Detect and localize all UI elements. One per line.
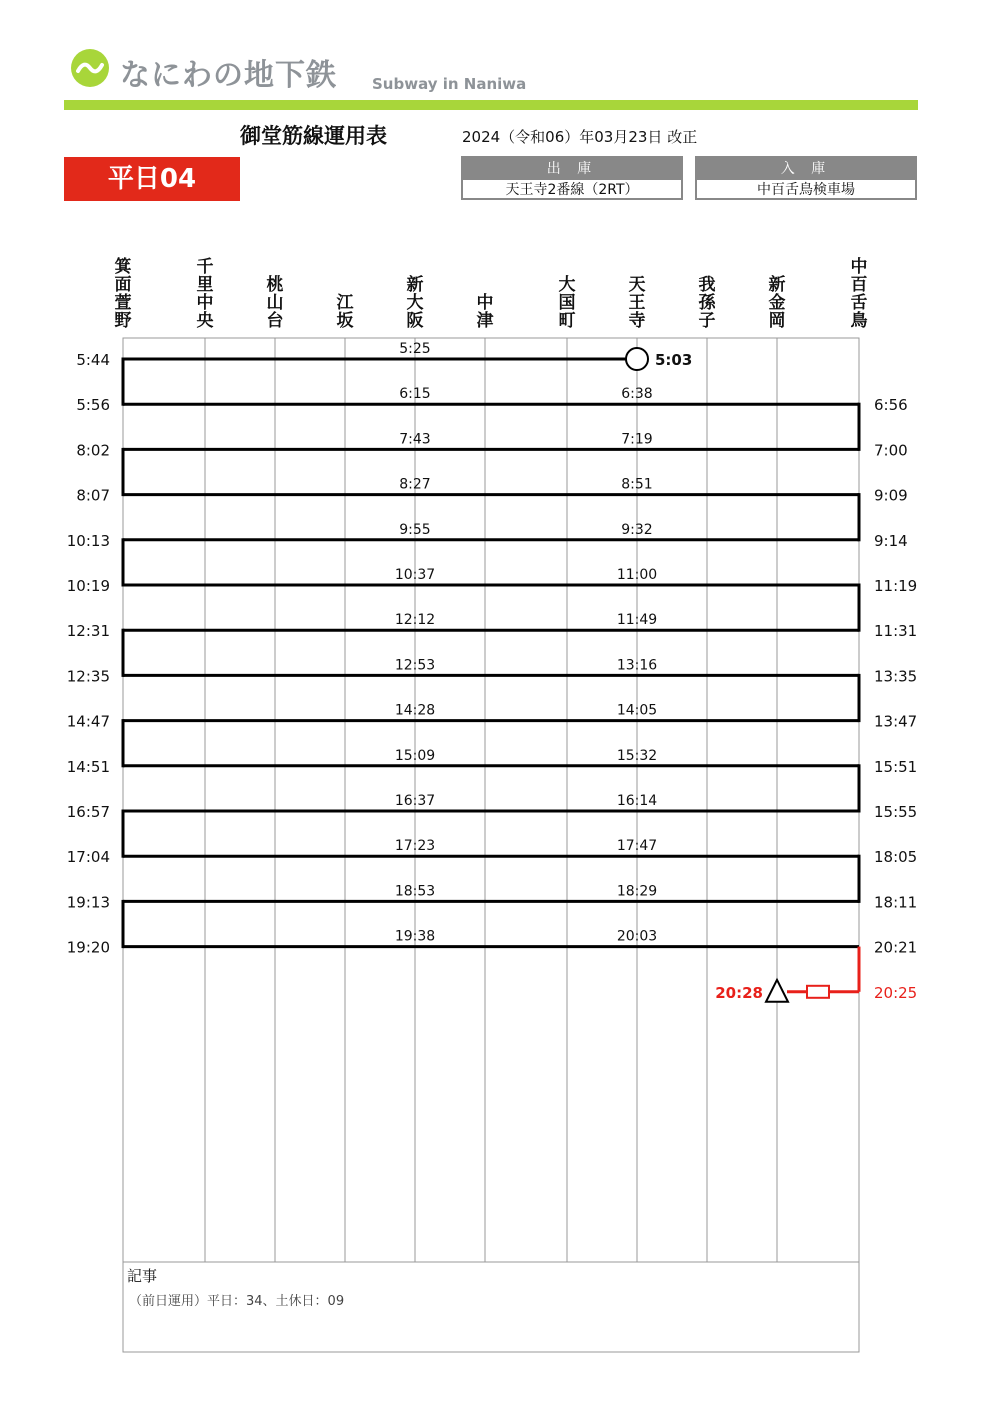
tennoji-time: 7:19 <box>621 431 653 448</box>
nakamozu-arrive-time: 18:05 <box>874 848 918 867</box>
station-name: 箕面萱野 <box>114 257 132 331</box>
shin-osaka-time: 17:23 <box>394 838 436 855</box>
minoh-time: 12:31 <box>66 622 110 641</box>
shin-osaka-time: 7:43 <box>399 431 431 448</box>
station-name: 新金岡 <box>768 275 786 331</box>
minoh-time: 8:02 <box>76 441 110 460</box>
tennoji-time: 9:32 <box>621 521 653 538</box>
shin-osaka-time: 15:09 <box>394 747 436 764</box>
nakamozu-depart-time: 7:00 <box>874 441 908 460</box>
station-name: 天王寺 <box>628 275 646 331</box>
tennoji-time: 11:00 <box>616 567 658 583</box>
nakamozu-arrive-time: 15:51 <box>874 757 918 776</box>
nakamozu-arrive-time: 20:21 <box>874 938 918 957</box>
depot-track-icon <box>807 986 829 998</box>
operation-badge: 平日04 <box>64 157 240 201</box>
minoh-time: 8:07 <box>76 486 110 505</box>
departure-value: 天王寺2番線（2RT） <box>505 182 639 198</box>
shin-osaka-time: 12:12 <box>394 612 436 629</box>
minoh-time: 10:13 <box>66 531 110 550</box>
tennoji-time: 18:29 <box>616 883 658 900</box>
tennoji-time: 14:05 <box>616 702 658 719</box>
shin-osaka-time: 16:37 <box>394 793 436 809</box>
station-name: 中津 <box>476 293 494 331</box>
shin-osaka-time: 18:53 <box>394 883 436 900</box>
nakamozu-depart-time: 13:47 <box>874 712 918 731</box>
tennoji-time: 20:03 <box>616 928 658 945</box>
minoh-time: 10:19 <box>66 577 110 595</box>
tennoji-time: 15:32 <box>616 747 658 764</box>
shin-osaka-time: 6:15 <box>399 386 431 403</box>
tennoji-time: 13:16 <box>616 657 658 674</box>
shin-osaka-time: 8:27 <box>399 476 431 493</box>
depot-out-marker <box>626 348 648 370</box>
minoh-time: 17:04 <box>66 848 110 867</box>
shin-osaka-time: 14:28 <box>394 702 436 719</box>
station-name: 大国町 <box>558 275 576 331</box>
shin-osaka-time: 9:55 <box>399 521 431 538</box>
station-name: 新大阪 <box>406 275 424 331</box>
minoh-time: 19:20 <box>66 938 110 957</box>
shin-osaka-time: 5:25 <box>399 341 431 357</box>
nakamozu-depart-time: 11:31 <box>874 622 918 641</box>
shin-osaka-time: 19:38 <box>394 928 436 945</box>
nakamozu-depart-time: 18:11 <box>874 893 918 912</box>
depot-in-marker <box>766 980 788 1002</box>
brand-name: なにわの地下鉄 <box>120 58 337 93</box>
notes-area <box>123 1262 859 1352</box>
nakamozu-arrive-time: 9:09 <box>874 486 908 505</box>
tennoji-time: 8:51 <box>621 476 653 493</box>
shin-osaka-time: 10:37 <box>394 567 436 583</box>
nakamozu-arrive-time: 13:35 <box>874 667 918 686</box>
minoh-time: 14:51 <box>66 757 110 776</box>
tennoji-time: 16:14 <box>616 793 658 809</box>
shin-osaka-time: 12:53 <box>394 657 436 674</box>
notes-body: （前日運用）平日：34、土休日：09 <box>129 1294 345 1309</box>
nakamozu-depart-time: 15:55 <box>874 803 918 821</box>
brand-subtitle: Subway in Naniwa <box>372 75 527 93</box>
diagram-frame <box>123 338 859 1352</box>
tennoji-time: 17:47 <box>616 838 658 855</box>
tennoji-time: 11:49 <box>616 612 658 629</box>
minoh-time: 16:57 <box>66 803 110 821</box>
station-name: 中百舌鳥 <box>850 257 868 331</box>
document-title: 御堂筋線運用表 <box>240 124 387 148</box>
arrival-value: 中百舌鳥検車場 <box>757 182 855 198</box>
nakamozu-arrive-time: 6:56 <box>874 396 908 415</box>
station-name: 江坂 <box>336 293 354 331</box>
minoh-time: 5:44 <box>76 351 110 369</box>
arrival-label: 入 庫 <box>697 158 915 180</box>
station-name: 我孫子 <box>698 275 716 331</box>
tennoji-time: 6:38 <box>621 386 653 403</box>
depot-depart-time: 20:25 <box>874 983 918 1002</box>
departure-label: 出 庫 <box>463 158 681 180</box>
minoh-time: 19:13 <box>66 893 110 912</box>
minoh-time: 12:35 <box>66 667 110 686</box>
station-name: 桃山台 <box>266 275 284 331</box>
notes-title: 記事 <box>127 1267 158 1285</box>
depot-arrive-time: 20:28 <box>715 983 763 1002</box>
nakamozu-depart-time: 9:14 <box>874 531 908 550</box>
minoh-time: 5:56 <box>76 396 110 415</box>
nakamozu-arrive-time: 11:19 <box>874 577 918 595</box>
depot-out-time: 5:03 <box>655 351 693 369</box>
revision-date: 2024（令和06）年03月23日 改正 <box>462 128 698 146</box>
minoh-time: 14:47 <box>66 712 110 731</box>
station-name: 千里中央 <box>196 257 214 331</box>
